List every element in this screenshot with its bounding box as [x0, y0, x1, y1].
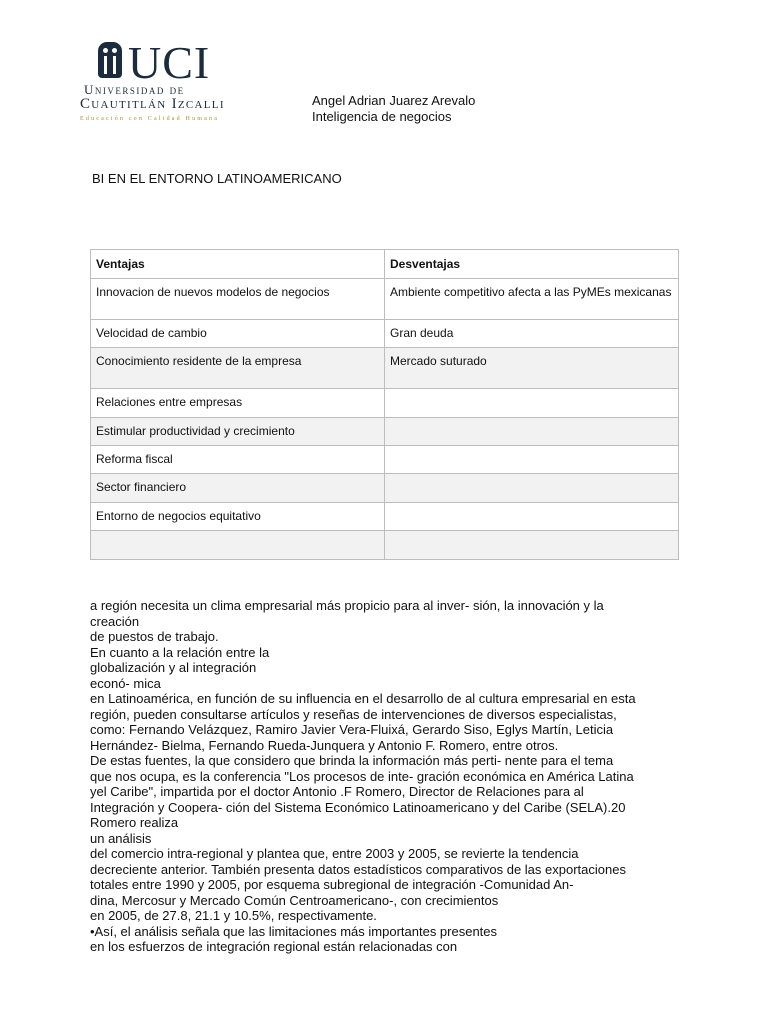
table-cell: [385, 446, 679, 474]
body-text: [90, 598, 690, 955]
table-cell: [385, 503, 679, 531]
text-line: globalización y al integración: [90, 660, 257, 675]
text-line: •Así, el análisis señala que las limitaciones más importantes presentes: [90, 923, 498, 939]
course-subject: Inteligencia de negocios: [312, 109, 452, 124]
text-line: En cuanto a la relación entre la: [90, 644, 270, 660]
text-line: a región necesita un clima empresarial más propicio para al inver- sión, la innovación y la: [90, 598, 604, 613]
advantages-table: [90, 249, 679, 560]
text-line: econó- mica: [90, 675, 161, 691]
table-cell: Estimular productividad y crecimiento: [91, 418, 385, 446]
text-line: en Latinoamérica, en función de su influencia en el desarrollo de al cultura empresarial en esta: [90, 691, 636, 706]
table-row: [91, 531, 679, 560]
text-line: creación: [90, 613, 140, 629]
text-line: Hernández- Bielma, Fernando Rueda-Junquera y Antonio F. Romero, entre otros.: [90, 737, 559, 753]
header-info: [312, 93, 475, 125]
table-cell: Reforma fiscal: [91, 446, 385, 474]
table-cell: Velocidad de cambio: [91, 320, 385, 348]
text-line: en 2005, de 27.8, 21.1 y 10.5%, respectivamente.: [90, 908, 377, 923]
text-line: como: Fernando Velázquez, Ramiro Javier Vera-Fluixá, Gerardo Siso, Eglys Martín, Leticia: [90, 722, 614, 737]
text-line: del comercio intra-regional y plantea que, entre 2003 y 2005, se revierte la tendencia: [90, 846, 579, 861]
logo-brand: UCI: [128, 37, 211, 88]
table-row: [91, 503, 679, 531]
table-header-row: [91, 250, 679, 279]
table-cell: [385, 418, 679, 446]
logo-line-1: Universidad de: [84, 82, 185, 97]
text-line: dina, Mercosur y Mercado Común Centroamericano-, con crecimientos: [90, 892, 499, 908]
text-line: de puestos de trabajo.: [90, 629, 219, 644]
table-cell: Gran deuda: [385, 320, 679, 348]
table-cell: Innovacion de nuevos modelos de negocios: [91, 279, 385, 320]
table-row: [91, 348, 679, 389]
text-line: yel Caribe", impartida por el doctor Antonio .F Romero, Director de Relaciones para al: [90, 784, 584, 799]
text-line: decreciente anterior. También presenta datos estadísticos comparativos de las exportaciones: [90, 861, 626, 877]
text-line: totales entre 1990 y 2005, por esquema subregional de integración -Comunidad An-: [90, 877, 574, 892]
text-line: que nos ocupa, es la conferencia "Los procesos de inte- gración económica en América Latina: [90, 768, 634, 784]
author-name: Angel Adrian Juarez Arevalo: [312, 93, 476, 108]
uci-emblem-icon: [98, 42, 122, 78]
table-cell: Mercado suturado: [385, 348, 679, 389]
table-cell: [385, 389, 679, 418]
table-row: [91, 320, 679, 348]
header-ventajas: Ventajas: [91, 250, 385, 279]
table-cell: Conocimiento residente de la empresa: [91, 348, 385, 389]
text-line: región, pueden consultarse artículos y reseñas de intervenciones de diversos especialistas,: [90, 706, 617, 722]
table-row: [91, 446, 679, 474]
table-row: [91, 389, 679, 418]
table-row: [91, 474, 679, 503]
table-cell: [91, 531, 385, 560]
logo-line-2: Cuautitlán Izcalli: [80, 96, 225, 112]
table-row: [91, 279, 679, 320]
text-line: Integración y Coopera- ción del Sistema Económico Latinoamericano y del Caribe (SELA).20: [90, 799, 626, 815]
text-line: en los esfuerzos de integración regional están relacionadas con: [90, 939, 458, 954]
table-cell: Relaciones entre empresas: [91, 389, 385, 418]
table-cell: [385, 531, 679, 560]
table-cell: Ambiente competitivo afecta a las PyMEs mexicanas: [385, 279, 679, 320]
table-cell: Entorno de negocios equitativo: [91, 503, 385, 531]
text-line: un análisis: [90, 830, 152, 846]
university-logo: [80, 37, 240, 126]
text-line: Romero realiza: [90, 815, 179, 830]
table-cell: [385, 474, 679, 503]
table-cell: Sector financiero: [91, 474, 385, 503]
header-desventajas: Desventajas: [385, 250, 679, 279]
text-line: De estas fuentes, la que considero que brinda la información más perti- nente para el tema: [90, 753, 614, 768]
page-title: BI EN EL ENTORNO LATINOAMERICANO: [92, 171, 342, 186]
logo-tagline: Educación con Calidad Humana: [80, 116, 220, 122]
table-row: [91, 418, 679, 446]
